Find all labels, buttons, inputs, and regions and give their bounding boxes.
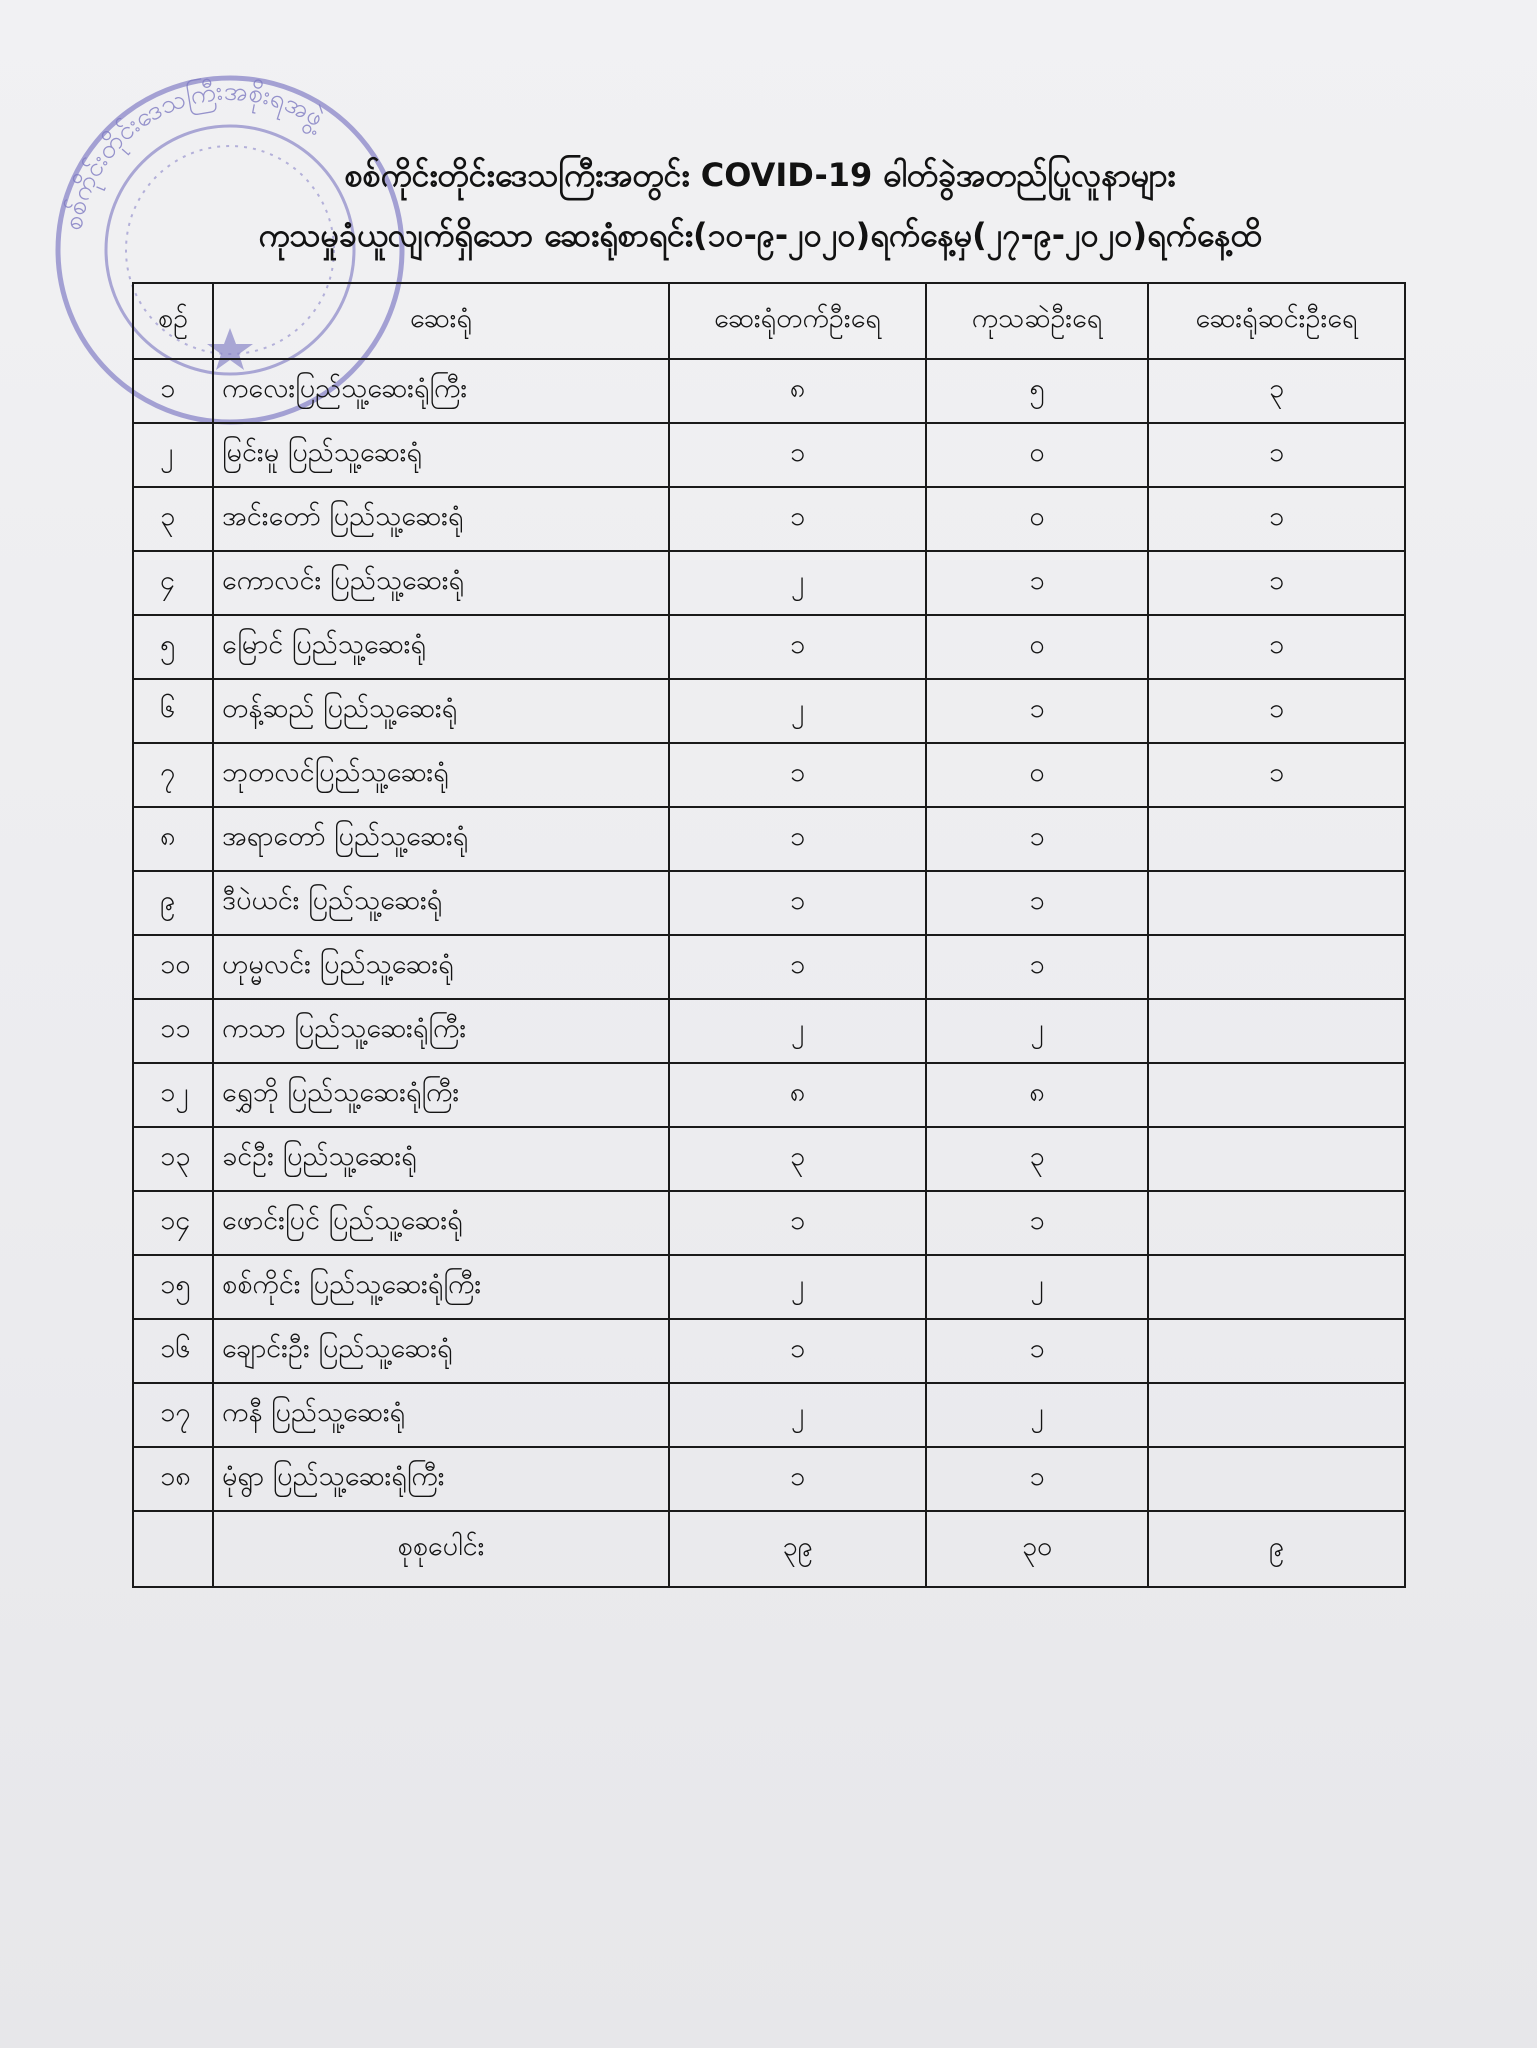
total-treating: ၃၀: [926, 1511, 1148, 1587]
row-admitted: ၈: [669, 359, 926, 423]
total-discharged: ၉: [1148, 1511, 1405, 1587]
row-serial: ၁၆: [133, 1319, 213, 1383]
row-discharged: [1148, 1063, 1405, 1127]
row-treating: ၁: [926, 1191, 1148, 1255]
row-admitted: ၂: [669, 551, 926, 615]
row-hospital: ကောလင်း ပြည်သူ့ဆေးရုံ: [213, 551, 669, 615]
header-serial: စဉ်: [133, 283, 213, 359]
table-row: [133, 807, 1405, 871]
row-admitted: ၂: [669, 999, 926, 1063]
table-row: [133, 679, 1405, 743]
row-admitted: ၁: [669, 423, 926, 487]
row-serial: ၁၂: [133, 1063, 213, 1127]
table-row: [133, 615, 1405, 679]
row-admitted: ၈: [669, 1063, 926, 1127]
row-treating: ၁: [926, 679, 1148, 743]
row-hospital: ကလေးပြည်သူ့ဆေးရုံကြီး: [213, 359, 669, 423]
row-hospital: မြောင် ပြည်သူ့ဆေးရုံ: [213, 615, 669, 679]
row-hospital: ဟုမ္မလင်း ပြည်သူ့ဆေးရုံ: [213, 935, 669, 999]
row-treating: ၂: [926, 1383, 1148, 1447]
row-hospital: စစ်ကိုင်း ပြည်သူ့ဆေးရုံကြီး: [213, 1255, 669, 1319]
table-row: [133, 871, 1405, 935]
row-hospital: ကသာ ပြည်သူ့ဆေးရုံကြီး: [213, 999, 669, 1063]
row-serial: ၁၃: [133, 1127, 213, 1191]
header-admitted: ဆေးရုံတက်ဦးရေ: [669, 283, 926, 359]
row-serial: ၇: [133, 743, 213, 807]
table-row: [133, 999, 1405, 1063]
row-hospital: အရာတော် ပြည်သူ့ဆေးရုံ: [213, 807, 669, 871]
row-discharged: [1148, 1255, 1405, 1319]
row-admitted: ၁: [669, 1447, 926, 1511]
table-header-row: [133, 283, 1405, 359]
table-row: [133, 551, 1405, 615]
row-hospital: တန့်ဆည် ပြည်သူ့ဆေးရုံ: [213, 679, 669, 743]
row-admitted: ၁: [669, 1191, 926, 1255]
row-treating: ၀: [926, 743, 1148, 807]
total-label: စုစုပေါင်း: [213, 1511, 669, 1587]
table-row: [133, 1447, 1405, 1511]
table-row: [133, 423, 1405, 487]
row-serial: ၁၈: [133, 1447, 213, 1511]
table-row: [133, 1127, 1405, 1191]
row-admitted: ၂: [669, 1255, 926, 1319]
row-serial: ၃: [133, 487, 213, 551]
row-serial: ၁၅: [133, 1255, 213, 1319]
row-admitted: ၃: [669, 1127, 926, 1191]
row-discharged: ၁: [1148, 615, 1405, 679]
row-serial: ၆: [133, 679, 213, 743]
row-serial: ၂: [133, 423, 213, 487]
total-row: [133, 1511, 1405, 1587]
table-row: [133, 743, 1405, 807]
row-admitted: ၁: [669, 487, 926, 551]
header-discharged: ဆေးရုံဆင်းဦးရေ: [1148, 283, 1405, 359]
row-serial: ၁၇: [133, 1383, 213, 1447]
row-hospital: ဒီပဲယင်း ပြည်သူ့ဆေးရုံ: [213, 871, 669, 935]
row-treating: ၂: [926, 1255, 1148, 1319]
row-discharged: [1148, 1383, 1405, 1447]
row-admitted: ၂: [669, 1383, 926, 1447]
row-treating: ၁: [926, 807, 1148, 871]
row-treating: ၀: [926, 487, 1148, 551]
row-admitted: ၁: [669, 871, 926, 935]
row-hospital: အင်းတော် ပြည်သူ့ဆေးရုံ: [213, 487, 669, 551]
row-treating: ၃: [926, 1127, 1148, 1191]
row-serial: ၁၄: [133, 1191, 213, 1255]
row-serial: ၉: [133, 871, 213, 935]
total-serial-cell: [133, 1511, 213, 1587]
row-admitted: ၁: [669, 935, 926, 999]
table-row: [133, 1191, 1405, 1255]
row-discharged: [1148, 1447, 1405, 1511]
table-body: [133, 359, 1405, 1511]
row-hospital: ချောင်းဦး ပြည်သူ့ဆေးရုံ: [213, 1319, 669, 1383]
row-treating: ၀: [926, 423, 1148, 487]
row-hospital: ခင်ဦး ပြည်သူ့ဆေးရုံ: [213, 1127, 669, 1191]
row-discharged: ၁: [1148, 423, 1405, 487]
table-row: [133, 1383, 1405, 1447]
row-admitted: ၁: [669, 743, 926, 807]
row-treating: ၁: [926, 1319, 1148, 1383]
row-hospital: မုံရွာ ပြည်သူ့ဆေးရုံကြီး: [213, 1447, 669, 1511]
row-treating: ၁: [926, 551, 1148, 615]
document-title-line-2: ကုသမှုခံယူလျက်ရှိသော ဆေးရုံစာရင်း(၁၀-၉-၂၀၂၀)ရက်နေ့မှ(၂၇-၉-၂၀၂၀)ရက်နေ့ထိ: [258, 216, 1262, 254]
row-admitted: ၁: [669, 807, 926, 871]
row-discharged: [1148, 999, 1405, 1063]
row-treating: ၈: [926, 1063, 1148, 1127]
row-treating: ၀: [926, 615, 1148, 679]
row-admitted: ၁: [669, 615, 926, 679]
document-title-line-1: စစ်ကိုင်းတိုင်းဒေသကြီးအတွင်း COVID-19 ဓါတ်ခွဲအတည်ပြုလူနာများ: [344, 156, 1176, 194]
table-row: [133, 1319, 1405, 1383]
row-discharged: [1148, 1319, 1405, 1383]
row-serial: ၁: [133, 359, 213, 423]
row-hospital: မြင်းမူ ပြည်သူ့ဆေးရုံ: [213, 423, 669, 487]
header-hospital: ဆေးရုံ: [213, 283, 669, 359]
table-row: [133, 1063, 1405, 1127]
row-hospital: ကနီ ပြည်သူ့ဆေးရုံ: [213, 1383, 669, 1447]
row-serial: ၅: [133, 615, 213, 679]
row-treating: ၂: [926, 999, 1148, 1063]
row-admitted: ၂: [669, 679, 926, 743]
row-discharged: ၃: [1148, 359, 1405, 423]
row-discharged: [1148, 1127, 1405, 1191]
hospital-covid-table: [132, 282, 1406, 1588]
row-serial: ၈: [133, 807, 213, 871]
table-row: [133, 487, 1405, 551]
row-discharged: [1148, 871, 1405, 935]
header-treating: ကုသဆဲဦးရေ: [926, 283, 1148, 359]
row-discharged: ၁: [1148, 551, 1405, 615]
row-discharged: ၁: [1148, 679, 1405, 743]
row-discharged: ၁: [1148, 487, 1405, 551]
row-discharged: ၁: [1148, 743, 1405, 807]
table-row: [133, 359, 1405, 423]
row-treating: ၅: [926, 359, 1148, 423]
row-discharged: [1148, 807, 1405, 871]
table-row: [133, 1255, 1405, 1319]
row-discharged: [1148, 935, 1405, 999]
row-treating: ၁: [926, 871, 1148, 935]
row-admitted: ၁: [669, 1319, 926, 1383]
row-treating: ၁: [926, 1447, 1148, 1511]
svg-text:စစ်ကိုင်းတိုင်းဒေသကြီးအစိုးရအဖ: [58, 73, 332, 232]
total-admitted: ၃၉: [669, 1511, 926, 1587]
row-serial: ၄: [133, 551, 213, 615]
row-treating: ၁: [926, 935, 1148, 999]
row-serial: ၁၁: [133, 999, 213, 1063]
row-hospital: ရွှေဘို ပြည်သူ့ဆေးရုံကြီး: [213, 1063, 669, 1127]
row-hospital: ဖောင်းပြင် ပြည်သူ့ဆေးရုံ: [213, 1191, 669, 1255]
row-hospital: ဘုတလင်ပြည်သူ့ဆေးရုံ: [213, 743, 669, 807]
row-discharged: [1148, 1191, 1405, 1255]
table-row: [133, 935, 1405, 999]
row-serial: ၁၀: [133, 935, 213, 999]
seal-text: စစ်ကိုင်းတိုင်းဒေသကြီးအစိုးရအဖွဲ့: [58, 76, 330, 233]
